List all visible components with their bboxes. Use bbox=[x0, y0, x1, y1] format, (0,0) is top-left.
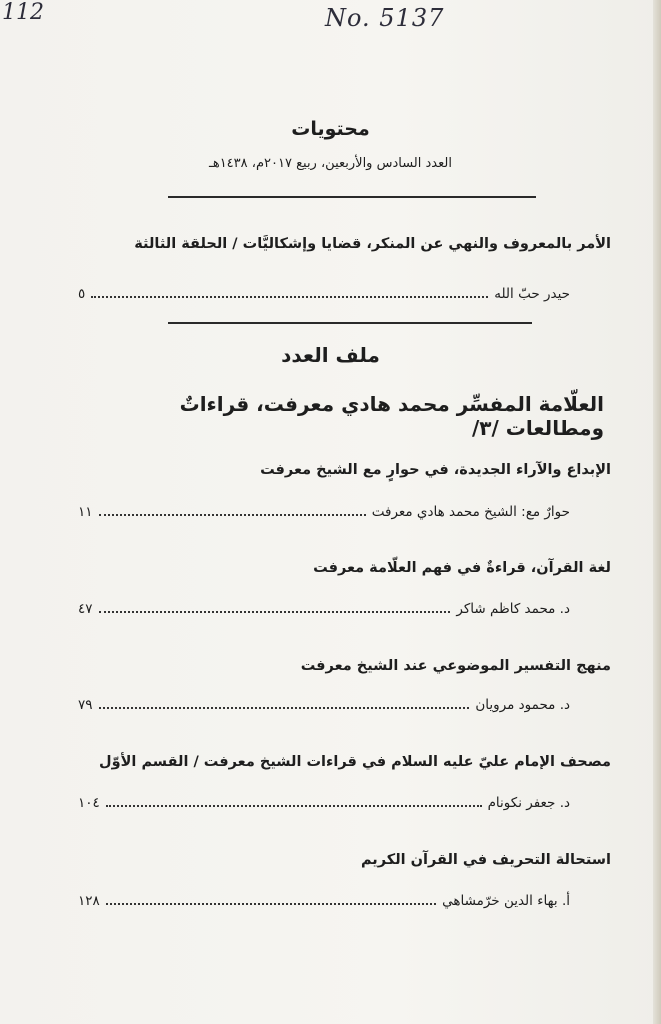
toc-entry-line bbox=[78, 697, 570, 719]
dot-leader bbox=[91, 295, 488, 298]
toc-entry-page: ٧٩ bbox=[78, 697, 93, 713]
section-title: ملف العدد bbox=[281, 343, 380, 367]
page-title: محتويات bbox=[291, 118, 370, 140]
lead-article-line bbox=[78, 286, 570, 308]
toc-entry-title: مصحف الإمام عليّ عليه السلام في قراءات الشيخ معرفت / القسم الأوّل bbox=[99, 754, 611, 770]
toc-entry-line bbox=[78, 504, 570, 526]
toc-entry-page: ٤٧ bbox=[78, 601, 93, 617]
toc-entry-title: لغة القرآن، قراءةٌ في فهم العلّامة معرفت bbox=[313, 560, 611, 576]
toc-entry-line bbox=[78, 601, 570, 623]
divider bbox=[168, 196, 536, 198]
section-subtitle: العلّامة المفسِّر محمد هادي معرفت، قراءاتٌ ومطالعات /٣/ bbox=[179, 392, 604, 440]
dot-leader bbox=[99, 513, 366, 516]
toc-entry-page: ١٢٨ bbox=[78, 893, 100, 909]
toc-entry-title: منهج التفسير الموضوعي عند الشيخ معرفت bbox=[300, 658, 611, 674]
lead-article-title: الأمر بالمعروف والنهي عن المنكر، قضايا وإشكاليَّات / الحلقة الثالثة bbox=[134, 236, 611, 252]
toc-entry-author: د. جعفر نكونام bbox=[487, 795, 570, 811]
toc-entry-title: استحالة التحريف في القرآن الكريم bbox=[360, 852, 611, 868]
dot-leader bbox=[106, 804, 482, 807]
toc-entry-page: ١١ bbox=[78, 504, 93, 520]
toc-entry-author: أ. بهاء الدين خرّمشاهي bbox=[442, 893, 570, 909]
dot-leader bbox=[99, 610, 451, 613]
toc-entry-author: د. محمود مرويان bbox=[475, 697, 570, 713]
lead-article-author: حيدر حبّ الله bbox=[494, 286, 570, 302]
toc-entry-page: ١٠٤ bbox=[78, 795, 100, 811]
toc-entry-line bbox=[78, 795, 570, 817]
divider bbox=[168, 322, 532, 324]
issue-info: العدد السادس والأربعين، ربيع ٢٠١٧م، ١٤٣٨هـ bbox=[209, 156, 452, 171]
handwritten-accession-number: No. 5137 bbox=[325, 4, 445, 32]
page-edge bbox=[653, 0, 661, 1024]
toc-entry-line bbox=[78, 893, 570, 915]
lead-article-page: ٥ bbox=[78, 286, 86, 302]
toc-entry-title: الإبداع والآراء الجديدة، في حوارٍ مع الشيخ معرفت bbox=[260, 462, 611, 478]
handwritten-page-number: 112 bbox=[2, 0, 44, 25]
toc-entry-author: حوارٌ مع: الشيخ محمد هادي معرفت bbox=[371, 504, 570, 520]
dot-leader bbox=[99, 706, 470, 709]
dot-leader bbox=[106, 902, 436, 905]
toc-entry-author: د. محمد كاظم شاكر bbox=[456, 601, 570, 617]
